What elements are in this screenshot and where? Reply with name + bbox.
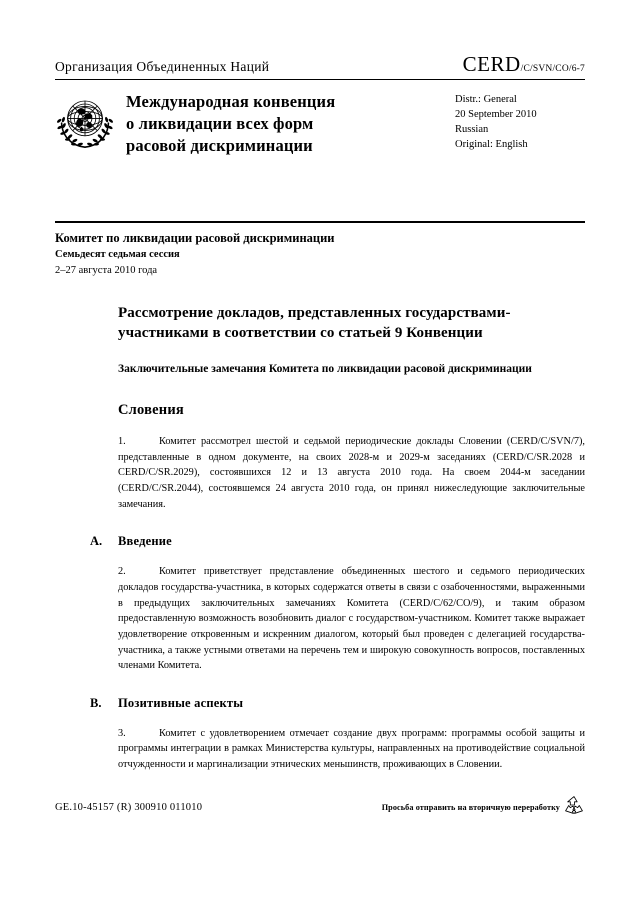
committee-session-dates: 2–27 августа 2010 года <box>55 265 158 277</box>
page-footer <box>55 795 585 819</box>
document-subtitle: Заключительные замечания Комитета по ликвидации расовой дискриминации <box>118 363 532 376</box>
section-heading-b <box>90 696 585 711</box>
convention-title <box>126 90 451 157</box>
committee-name: Комитет по ликвидации расовой дискриминации <box>55 230 335 245</box>
document-symbol-suffix: /C/SVN/CO/6-7 <box>520 64 585 74</box>
paragraph-1-number: 1. <box>118 436 126 448</box>
committee-session: Семьдесят седьмая сессия <box>55 249 180 261</box>
footer-document-code: GE.10-45157 (R) 300910 011010 <box>55 801 203 813</box>
section-a-title: Введение <box>118 534 172 549</box>
distribution-type: Distr.: General <box>455 94 517 105</box>
distribution-block <box>451 90 585 153</box>
page-title: Рассмотрение докладов, представленных государствами-участниками в соответствии со статьей 9 Конвенции <box>118 304 511 341</box>
convention-title-line-3: расовой дискриминации <box>126 135 313 155</box>
convention-title-line-2: о ликвидации всех форм <box>126 113 314 133</box>
un-emblem <box>55 92 115 152</box>
document-content <box>55 279 585 773</box>
committee-block <box>55 223 585 279</box>
convention-title-line-1: Международная конвенция <box>126 92 336 111</box>
masthead-top-row <box>55 52 585 79</box>
paragraph-3 <box>118 726 585 773</box>
paragraph-1 <box>118 434 585 512</box>
document-symbol-main: CERD <box>462 52 521 76</box>
recycle-icon <box>563 795 585 815</box>
paragraph-2-number: 2. <box>118 566 126 578</box>
paragraph-3-number: 3. <box>118 727 126 739</box>
distribution-date: 20 September 2010 <box>455 108 537 120</box>
section-a-letter: A. <box>90 534 103 549</box>
distribution-original: Original: English <box>455 138 528 150</box>
masthead <box>55 0 585 223</box>
recycle-notice <box>382 795 585 819</box>
paragraph-2 <box>118 564 585 673</box>
section-b-letter: B. <box>90 695 102 710</box>
paragraph-2-text: Комитет приветствует представление объединенных шестого и седьмого периодических докладов государства-участника, в которых содержатся ответы в связи с озабоченностями, выраженными в предыдущих заключительных замечаниях Комитета (CERD/C/62/CO/9), и таким образом предоставленную возможность возобновить диалог с государством-участником. Комитет также выражает удовлетворение откровенным и искренним диалогом, который был проведен с делегацией государства-участника, а также устными ответами на перечень тем и широкую совокупность вопросов, поставленных членами Комитета. <box>118 566 585 672</box>
paragraph-1-text: Комитет рассмотрел шестой и седьмой периодические доклады Словении (CERD/C/SVN/7), представленные в одном документе, на своих 2028-м и 2029-м заседаниях (CERD/C/SR.2028 и CERD/C/SR.2029), состоявшихся 12 и 13 августа 2010 года. На своем 2044-м заседании (CERD/C/SR.2044), состоявшемся 24 августа 2010 года, он принял нижеследующие заключительные замечания. <box>118 436 585 510</box>
masthead-body-row <box>55 80 585 157</box>
document-symbol <box>463 52 585 77</box>
section-heading-a <box>90 534 585 549</box>
header-thick-rule <box>55 221 585 223</box>
recycle-notice-text: Просьба отправить на вторичную переработку <box>381 802 560 812</box>
organization-name: Организация Объединенных Наций <box>55 59 270 74</box>
section-b-title: Позитивные аспекты <box>118 695 244 710</box>
distribution-language: Russian <box>455 123 489 135</box>
country-heading: Словения <box>118 402 184 419</box>
paragraph-3-text: Комитет с удовлетворением отмечает создание двух программ: программы особой защиты и программы интеграции в рамках Министерства культуры, направленных на противодействие социальной отчужденности и маргинализации этнических меньшинств, проживающих в Словении. <box>118 727 585 771</box>
